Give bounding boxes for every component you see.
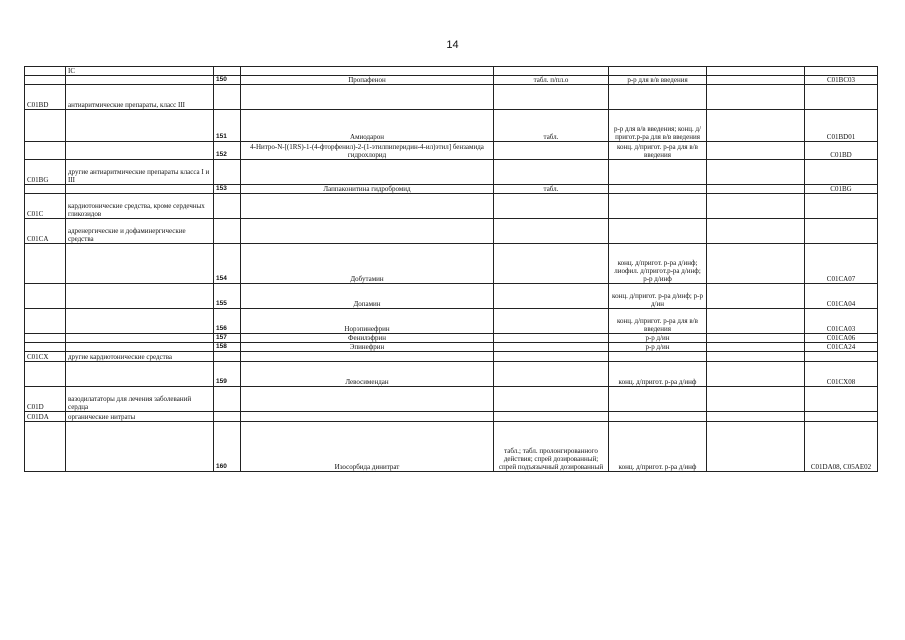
extra-cell [707,387,805,412]
administration-form: р-р д/ин [609,334,707,343]
dosage-form [494,362,609,387]
row-code [25,67,66,76]
table-row [25,387,878,412]
dosage-form [494,85,609,110]
row-number: 151 [214,110,241,142]
drug-name [241,387,494,412]
extra-cell [707,110,805,142]
dosage-form [494,387,609,412]
drug-name: Норэпинефрин [241,309,494,334]
dosage-form [494,352,609,362]
row-code [25,343,66,352]
administration-form [609,194,707,219]
table-row [25,185,878,194]
administration-form [609,352,707,362]
drug-name [241,352,494,362]
row-number: 157 [214,334,241,343]
atc-code: C01CA07 [805,244,878,284]
table-row [25,309,878,334]
dosage-form [494,343,609,352]
atc-code [805,85,878,110]
row-code: C01DA [25,412,66,422]
row-code: C01D [25,387,66,412]
atc-code: C01CX08 [805,362,878,387]
row-number: 160 [214,422,241,472]
row-number [214,352,241,362]
administration-form [609,160,707,185]
administration-form [609,85,707,110]
row-group: другие кардиотонические средства [66,352,214,362]
drug-name [241,412,494,422]
row-number: 152 [214,142,241,160]
row-number [214,219,241,244]
extra-cell [707,76,805,85]
dosage-form [494,194,609,219]
drug-name: Лаппаконитина гидробромид [241,185,494,194]
row-code: C01CX [25,352,66,362]
row-code [25,185,66,194]
drug-name: Пропафенон [241,76,494,85]
dosage-form [494,219,609,244]
atc-code [805,387,878,412]
atc-code [805,160,878,185]
row-code: C01C [25,194,66,219]
row-code [25,422,66,472]
table-row [25,362,878,387]
row-group: органические нитраты [66,412,214,422]
row-group: вазодилататоры для лечения заболеваний сердца [66,387,214,412]
dosage-form [494,142,609,160]
table-row [25,284,878,309]
row-number [214,412,241,422]
atc-code: C01BC03 [805,76,878,85]
drug-name: Изосорбида динитрат [241,422,494,472]
row-group [66,110,214,142]
administration-form: конц. д/пригот. р-ра для в/в введения [609,142,707,160]
drug-name: 4-Нитро-N-[(1RS)-1-(4-фторфенил)-2-(1-этилпиперидин-4-ил)этил] бензамида гидрохлорид [241,142,494,160]
atc-code [805,352,878,362]
drug-name: Эпинефрин [241,343,494,352]
drug-name [241,194,494,219]
dosage-form [494,67,609,76]
row-group [66,362,214,387]
extra-cell [707,194,805,219]
atc-code: C01DA08, C05AE02 [805,422,878,472]
row-group [66,343,214,352]
row-code [25,334,66,343]
row-group [66,284,214,309]
row-group [66,142,214,160]
table-row [25,76,878,85]
table-row [25,110,878,142]
row-code [25,284,66,309]
extra-cell [707,343,805,352]
row-group [66,309,214,334]
drug-name: Фенилэфрин [241,334,494,343]
extra-cell [707,160,805,185]
table-row [25,422,878,472]
extra-cell [707,284,805,309]
table-row [25,67,878,76]
atc-code: C01CA03 [805,309,878,334]
row-group [66,334,214,343]
page-number: 14 [446,39,459,51]
row-group: антиаритмические препараты, класс III [66,85,214,110]
administration-form: р-р д/ин [609,343,707,352]
atc-code [805,219,878,244]
row-group [66,244,214,284]
drug-name: Добутамин [241,244,494,284]
row-number: 153 [214,185,241,194]
dosage-form: табл. [494,110,609,142]
dosage-form [494,160,609,185]
administration-form [609,219,707,244]
extra-cell [707,142,805,160]
dosage-form: табл.; табл. пролонгированного действия; спрей дозированный; спрей подъязычный дозированный [494,422,609,472]
administration-form: конц. д/пригот. р-ра для в/в введения [609,309,707,334]
dosage-form [494,244,609,284]
row-number [214,85,241,110]
drug-name: Амиодарон [241,110,494,142]
drug-name [241,160,494,185]
administration-form [609,185,707,194]
atc-code: C01CA06 [805,334,878,343]
table-row [25,343,878,352]
extra-cell [707,422,805,472]
atc-code [805,412,878,422]
administration-form: конц. д/пригот. р-ра д/инф [609,362,707,387]
administration-form: р-р для в/в введения [609,76,707,85]
dosage-form [494,334,609,343]
row-number: 158 [214,343,241,352]
table-row [25,412,878,422]
row-group: другие антиаритмические препараты класса I и III [66,160,214,185]
row-number: 150 [214,76,241,85]
drug-name [241,219,494,244]
row-group: кардиотонические средства, кроме сердечных гликозидов [66,194,214,219]
administration-form [609,412,707,422]
dosage-form: табл. [494,185,609,194]
extra-cell [707,244,805,284]
drug-name [241,67,494,76]
row-group [66,422,214,472]
administration-form [609,67,707,76]
table-body [25,67,878,472]
administration-form: конц. д/пригот. р-ра д/инф; р-р д/ин [609,284,707,309]
row-code [25,244,66,284]
table-row [25,219,878,244]
extra-cell [707,412,805,422]
row-code [25,362,66,387]
row-group [66,185,214,194]
row-number: 155 [214,284,241,309]
row-number [214,194,241,219]
row-number [214,160,241,185]
row-number [214,67,241,76]
table-row [25,160,878,185]
administration-form [609,387,707,412]
row-number [214,387,241,412]
administration-form: р-р для в/в введения; конц. д/пригот.р-ра для в/в введения [609,110,707,142]
atc-code: C01BD [805,142,878,160]
extra-cell [707,309,805,334]
drug-name [241,85,494,110]
row-code [25,110,66,142]
row-code: C01BG [25,160,66,185]
row-code: C01CA [25,219,66,244]
row-code [25,309,66,334]
extra-cell [707,219,805,244]
administration-form: конц. д/пригот. р-ра д/инф; лиофил. д/пригот.р-ра д/инф; р-р д/инф [609,244,707,284]
drug-name: Допамин [241,284,494,309]
atc-code: C01CA24 [805,343,878,352]
table-row [25,334,878,343]
row-group: IC [66,67,214,76]
table-row [25,142,878,160]
table-row [25,194,878,219]
drug-table [24,66,878,472]
table-row [25,85,878,110]
extra-cell [707,67,805,76]
dosage-form [494,412,609,422]
extra-cell [707,334,805,343]
row-code: C01BD [25,85,66,110]
administration-form: конц. д/пригот. р-ра д/инф [609,422,707,472]
table-row [25,244,878,284]
atc-code: C01BG [805,185,878,194]
atc-code [805,194,878,219]
row-number: 159 [214,362,241,387]
dosage-form: табл. п/пл.о [494,76,609,85]
extra-cell [707,85,805,110]
row-number: 154 [214,244,241,284]
extra-cell [707,352,805,362]
row-code [25,142,66,160]
dosage-form [494,309,609,334]
atc-code: C01CA04 [805,284,878,309]
extra-cell [707,362,805,387]
extra-cell [707,185,805,194]
table-row [25,352,878,362]
drug-name: Левосимендан [241,362,494,387]
row-group: адренергические и дофаминергические средства [66,219,214,244]
atc-code: C01BD01 [805,110,878,142]
row-code [25,76,66,85]
row-number: 156 [214,309,241,334]
row-group [66,76,214,85]
atc-code [805,67,878,76]
dosage-form [494,284,609,309]
